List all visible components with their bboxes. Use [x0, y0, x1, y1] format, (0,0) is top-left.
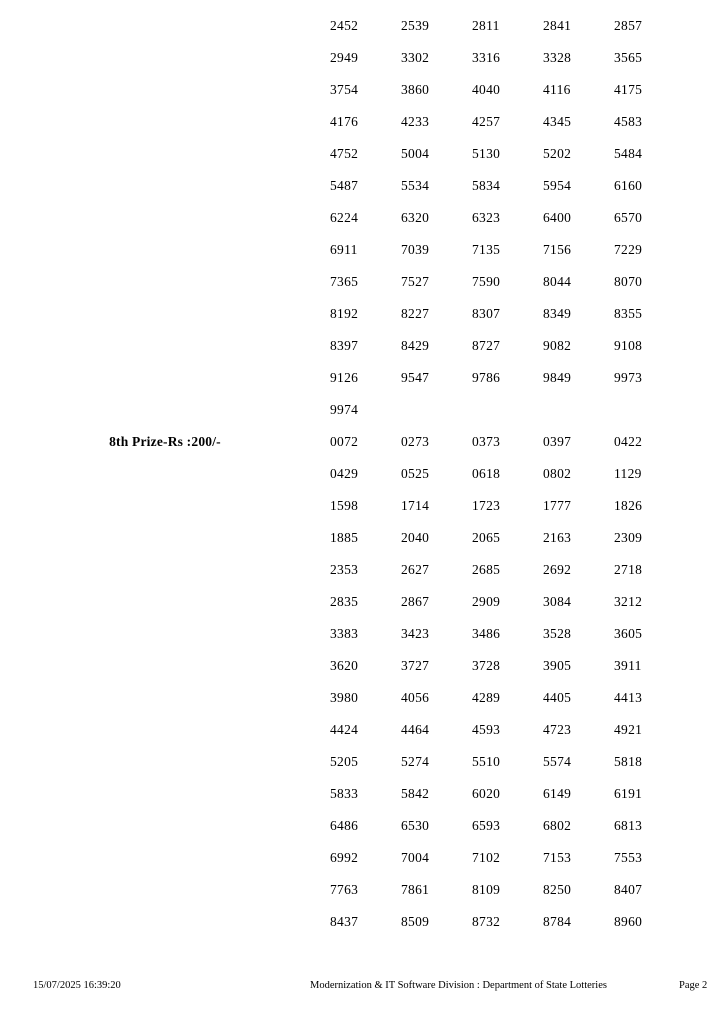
number-row: [0, 722, 724, 754]
number-group: [330, 178, 724, 194]
number-row: [0, 626, 724, 658]
number-group: [330, 466, 724, 482]
number-group: [330, 210, 724, 226]
number-row: [0, 530, 724, 562]
lottery-number: 4257: [472, 114, 501, 129]
lottery-number: 7527: [401, 274, 430, 289]
lottery-number: 6486: [330, 818, 359, 833]
lottery-number: 7229: [614, 242, 643, 257]
lottery-number: 5130: [472, 146, 501, 161]
lottery-number: 3565: [614, 50, 643, 65]
lottery-number: 0072: [330, 434, 359, 449]
number-group: [330, 50, 724, 66]
lottery-number: 0273: [401, 434, 430, 449]
number-group: [330, 498, 724, 514]
lottery-number: 9082: [543, 338, 572, 353]
lottery-number: 6593: [472, 818, 501, 833]
number-group: [330, 914, 724, 930]
lottery-number: 8784: [543, 914, 572, 929]
lottery-number: 8437: [330, 914, 359, 929]
lottery-number: 6802: [543, 818, 572, 833]
lottery-number: 1598: [330, 498, 359, 513]
lottery-number: 7763: [330, 882, 359, 897]
lottery-number: 4405: [543, 690, 572, 705]
lottery-number: 3727: [401, 658, 430, 673]
lottery-number: 5534: [401, 178, 430, 193]
lottery-number: 2539: [401, 18, 430, 33]
lottery-number: 6323: [472, 210, 501, 225]
lottery-number: 3605: [614, 626, 643, 641]
number-row: [0, 754, 724, 786]
lottery-number: 4233: [401, 114, 430, 129]
number-row: [0, 338, 724, 370]
number-group: [330, 882, 724, 898]
lottery-number: 5004: [401, 146, 430, 161]
number-row: [0, 370, 724, 402]
number-group: [330, 82, 724, 98]
lottery-number: 5954: [543, 178, 572, 193]
number-group: [330, 786, 724, 802]
lottery-number: 2909: [472, 594, 501, 609]
lottery-number: 6320: [401, 210, 430, 225]
number-row: [0, 178, 724, 210]
lottery-number: 8355: [614, 306, 643, 321]
number-row: [0, 82, 724, 114]
lottery-number: 8192: [330, 306, 359, 321]
lottery-number: 6149: [543, 786, 572, 801]
lottery-number: 5834: [472, 178, 501, 193]
lottery-number: 6911: [330, 242, 358, 257]
number-group: [330, 722, 724, 738]
lottery-number: 4424: [330, 722, 359, 737]
lottery-number: 0422: [614, 434, 643, 449]
number-row: [0, 146, 724, 178]
lottery-number: 8044: [543, 274, 572, 289]
prize-label: 8th Prize-Rs :200/-: [109, 434, 221, 449]
lottery-number: 8109: [472, 882, 501, 897]
lottery-number: 6813: [614, 818, 643, 833]
number-group: [330, 658, 724, 674]
lottery-number: 3423: [401, 626, 430, 641]
lottery-number: 1129: [614, 466, 642, 481]
number-row: [0, 402, 724, 434]
lottery-number: 5484: [614, 146, 643, 161]
lottery-number: 3212: [614, 594, 643, 609]
number-row: [0, 242, 724, 274]
lottery-number: 4583: [614, 114, 643, 129]
footer-timestamp: 15/07/2025 16:39:20: [33, 980, 121, 991]
lottery-number: 1826: [614, 498, 643, 513]
number-group: [330, 114, 724, 130]
number-group: [330, 690, 724, 706]
lottery-number: 0397: [543, 434, 572, 449]
lottery-number: 0802: [543, 466, 572, 481]
lottery-number: 2163: [543, 530, 572, 545]
lottery-number: 1777: [543, 498, 572, 513]
lottery-number: 5510: [472, 754, 501, 769]
page-footer: [0, 980, 724, 996]
lottery-number: 4723: [543, 722, 572, 737]
lottery-number: 7004: [401, 850, 430, 865]
lottery-number: 7039: [401, 242, 430, 257]
lottery-number: 6570: [614, 210, 643, 225]
number-group: [330, 530, 724, 546]
lottery-number: 0618: [472, 466, 501, 481]
lottery-number: 9786: [472, 370, 501, 385]
number-row: [0, 818, 724, 850]
lottery-number: 8732: [472, 914, 501, 929]
lottery-number: 3905: [543, 658, 572, 673]
lottery-number: 5205: [330, 754, 359, 769]
lottery-number: 6992: [330, 850, 359, 865]
number-row: [0, 498, 724, 530]
lottery-number: 8307: [472, 306, 501, 321]
lottery-number: 3302: [401, 50, 430, 65]
lottery-number: 8407: [614, 882, 643, 897]
number-row: [0, 434, 724, 466]
number-group: [330, 434, 724, 450]
lottery-number: 3316: [472, 50, 501, 65]
lottery-number: 7135: [472, 242, 501, 257]
lottery-number: 7365: [330, 274, 359, 289]
lottery-number: 5842: [401, 786, 430, 801]
lottery-number: 2835: [330, 594, 359, 609]
lottery-number: 5574: [543, 754, 572, 769]
lottery-number: 3328: [543, 50, 572, 65]
lottery-number: 9126: [330, 370, 359, 385]
lottery-number: 4345: [543, 114, 572, 129]
lottery-number: 8397: [330, 338, 359, 353]
lottery-number: 2309: [614, 530, 643, 545]
lottery-number: 6530: [401, 818, 430, 833]
lottery-number: 5833: [330, 786, 359, 801]
lottery-number: 9973: [614, 370, 643, 385]
lottery-number: 6160: [614, 178, 643, 193]
lottery-number: 6224: [330, 210, 359, 225]
lottery-number: 4040: [472, 82, 501, 97]
number-group: [330, 562, 724, 578]
number-group: [330, 594, 724, 610]
lottery-number: 5202: [543, 146, 572, 161]
lottery-number: 2452: [330, 18, 359, 33]
lottery-number: 8250: [543, 882, 572, 897]
number-row: [0, 306, 724, 338]
number-row: [0, 690, 724, 722]
number-row: [0, 594, 724, 626]
lottery-number: 2692: [543, 562, 572, 577]
lottery-number: 4464: [401, 722, 430, 737]
lottery-number: 6020: [472, 786, 501, 801]
lottery-number: 4116: [543, 82, 571, 97]
lottery-number: 3754: [330, 82, 359, 97]
lottery-number: 8227: [401, 306, 430, 321]
number-row: [0, 274, 724, 306]
number-row: [0, 114, 724, 146]
lottery-number: 7861: [401, 882, 430, 897]
lottery-number: 3728: [472, 658, 501, 673]
lottery-number: 2065: [472, 530, 501, 545]
lottery-number: 3911: [614, 658, 642, 673]
number-row: [0, 914, 724, 946]
number-row: [0, 50, 724, 82]
lottery-number: 0525: [401, 466, 430, 481]
lottery-number: 8070: [614, 274, 643, 289]
number-group: [330, 274, 724, 290]
lottery-number: 2718: [614, 562, 643, 577]
number-group: [330, 18, 724, 34]
number-group: [330, 402, 724, 418]
lottery-number: 8960: [614, 914, 643, 929]
lottery-number: 2685: [472, 562, 501, 577]
lottery-number: 2867: [401, 594, 430, 609]
number-row: [0, 466, 724, 498]
lottery-number: 1885: [330, 530, 359, 545]
lottery-number: 9974: [330, 402, 359, 417]
number-group: [330, 242, 724, 258]
eighth-prize-block: [0, 434, 724, 946]
lottery-number: 4289: [472, 690, 501, 705]
lottery-number: 2811: [472, 18, 500, 33]
number-group: [330, 626, 724, 642]
lottery-number: 3860: [401, 82, 430, 97]
lottery-number: 4175: [614, 82, 643, 97]
lottery-number: 7102: [472, 850, 501, 865]
lottery-number: 7553: [614, 850, 643, 865]
lottery-number: 5487: [330, 178, 359, 193]
lottery-number: 3486: [472, 626, 501, 641]
lottery-number: 0373: [472, 434, 501, 449]
lottery-number: 3528: [543, 626, 572, 641]
number-group: [330, 146, 724, 162]
lottery-number: 4413: [614, 690, 643, 705]
lottery-number: 4593: [472, 722, 501, 737]
lottery-number: 7156: [543, 242, 572, 257]
number-group: [330, 370, 724, 386]
lottery-number: 2841: [543, 18, 572, 33]
number-row: [0, 850, 724, 882]
footer-page-number: Page 2: [679, 980, 708, 991]
number-group: [330, 850, 724, 866]
lottery-number: 4752: [330, 146, 359, 161]
lottery-number: 9547: [401, 370, 430, 385]
lottery-number: 9849: [543, 370, 572, 385]
lottery-number: 3383: [330, 626, 359, 641]
number-row: [0, 210, 724, 242]
lottery-number: 2857: [614, 18, 643, 33]
lottery-number: 0429: [330, 466, 359, 481]
lottery-number: 6191: [614, 786, 643, 801]
lottery-number: 1714: [401, 498, 430, 513]
results-container: [0, 18, 724, 946]
lottery-number: 8349: [543, 306, 572, 321]
lottery-number: 4921: [614, 722, 643, 737]
number-row: [0, 786, 724, 818]
number-group: [330, 818, 724, 834]
lottery-number: 8727: [472, 338, 501, 353]
lottery-number: 1723: [472, 498, 501, 513]
lottery-number: 8509: [401, 914, 430, 929]
lottery-number: 4176: [330, 114, 359, 129]
number-group: [330, 754, 724, 770]
number-group: [330, 338, 724, 354]
number-row: [0, 18, 724, 50]
lottery-number: 6400: [543, 210, 572, 225]
footer-department: Modernization & IT Software Division : Department of State Lotteries: [310, 980, 607, 991]
lottery-number: 5274: [401, 754, 430, 769]
number-group: [330, 306, 724, 322]
lottery-number: 7153: [543, 850, 572, 865]
continued-numbers-block: [0, 18, 724, 434]
lottery-number: 4056: [401, 690, 430, 705]
lottery-number: 7590: [472, 274, 501, 289]
lottery-number: 3084: [543, 594, 572, 609]
lottery-number: 2627: [401, 562, 430, 577]
lottery-number: 3980: [330, 690, 359, 705]
lottery-number: 3620: [330, 658, 359, 673]
lottery-number: 9108: [614, 338, 643, 353]
lottery-number: 8429: [401, 338, 430, 353]
number-row: [0, 562, 724, 594]
lottery-number: 2040: [401, 530, 430, 545]
lottery-number: 5818: [614, 754, 643, 769]
number-row: [0, 658, 724, 690]
lottery-number: 2353: [330, 562, 359, 577]
number-row: [0, 882, 724, 914]
lottery-number: 2949: [330, 50, 359, 65]
